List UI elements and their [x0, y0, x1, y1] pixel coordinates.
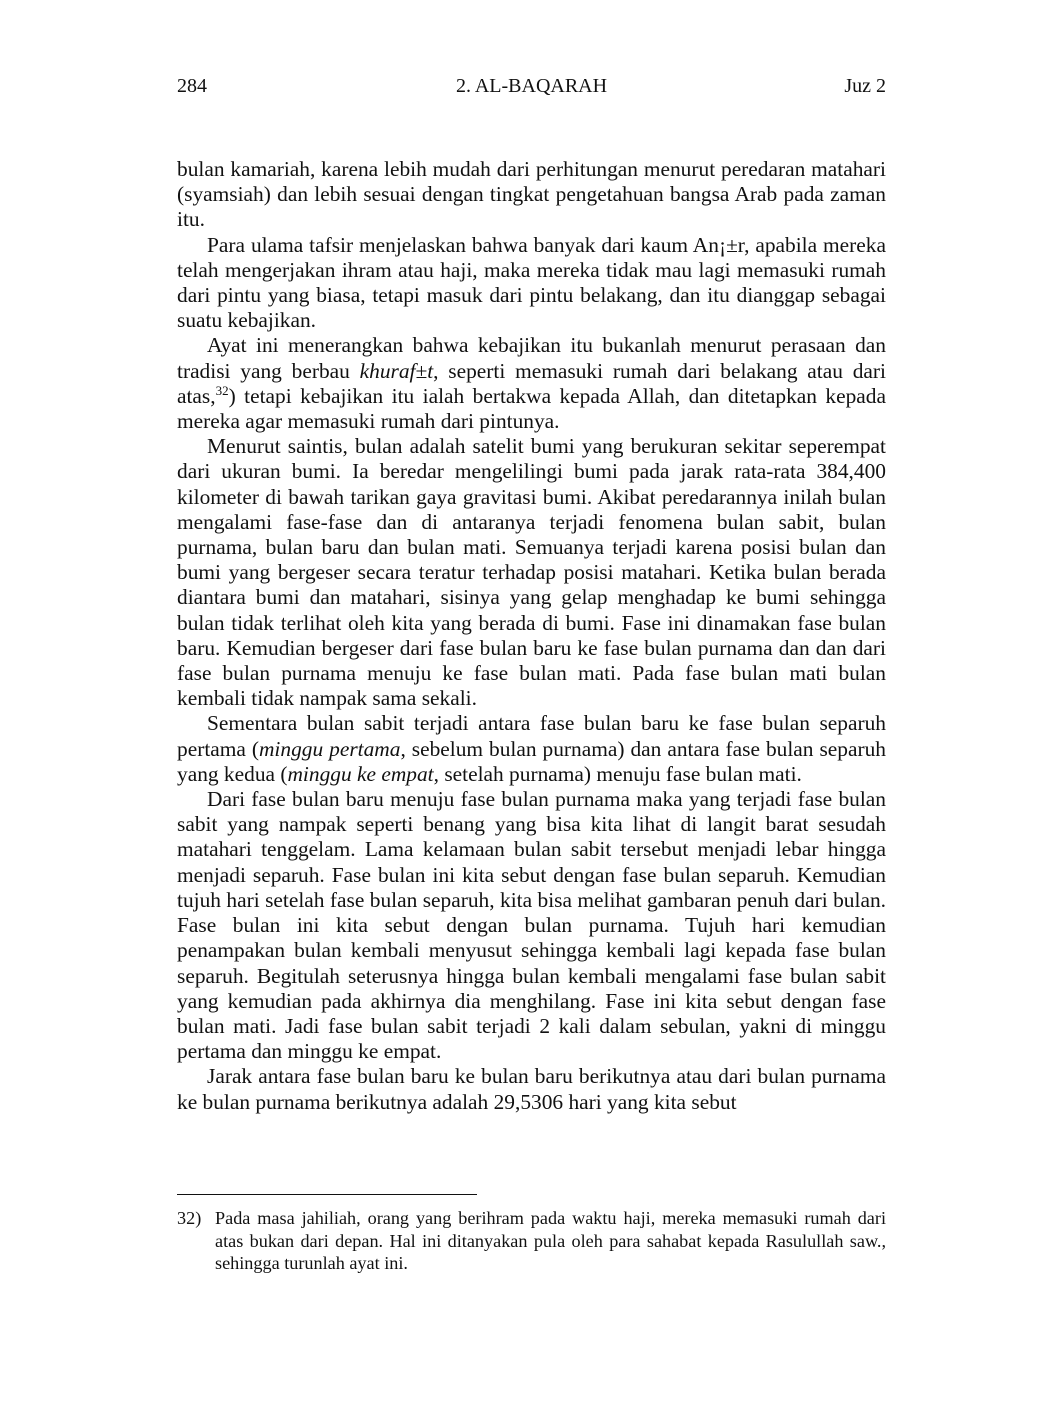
paragraph-4: Menurut saintis, bulan adalah satelit bumi yang berukuran sekitar seperempat dari ukuran bumi. Ia beredar mengelilingi bumi pada jarak rata-rata 384,400 kilometer di bawah tarikan gaya gravitasi bumi. Akibat peredarannya inilah bulan mengalami fase-fase dan di antaranya terjadi fenomena bulan sabit, bulan purnama, bulan baru dan bulan mati. Semuanya terjadi karena posisi bulan dan bumi yang bergeser secara teratur terhadap posisi matahari. Ketika bulan berada diantara bumi dan matahari, sisinya yang gelap menghadap ke bumi sehingga bulan tidak terlihat oleh kita yang berada di bumi. Fase ini dinamakan fase bulan baru. Kemudian bergeser dari fase bulan baru ke fase bulan purnama dan dan dari fase bulan purnama menuju ke fase bulan mati. Pada fase bulan mati bulan kembali tidak nampak sama sekali. — [177, 434, 886, 711]
juz-label: Juz 2 — [844, 75, 886, 97]
paragraph-5-text-b: , sebelum bulan purnama) dan antara fase bulan separuh yang kedua ( — [177, 736, 886, 786]
paragraph-3-italic-term: khuraf±t — [359, 358, 434, 383]
paragraph-7: Jarak antara fase bulan baru ke bulan baru berikutnya atau dari bulan purnama ke bulan purnama berikutnya adalah 29,5306 hari yang kita sebut — [177, 1064, 886, 1114]
running-title: 2. AL-BAQARAH — [455, 75, 608, 97]
paragraph-6: Dari fase bulan baru menuju fase bulan purnama maka yang terjadi fase bulan sabit yang nampak seperti benang yang bisa kita lihat di langit barat sesudah matahari tenggelam. Lama kelamaan bulan sabit tersebut menjadi lebar hingga menjadi separuh. Fase bulan ini kita sebut dengan fase bulan separuh. Kemudian tujuh hari setelah fase bulan separuh, kita bisa melihat gambaran penuh dari bulan. Fase bulan ini kita sebut dengan bulan purnama. Tujuh hari kemudian penampakan bulan kembali menyusut sehingga kembali lagi kepada fase bulan separuh. Begitulah seterusnya hingga bulan kembali mengalami fase bulan sabit yang kemudian pada akhirnya dia menghilang. Fase ini kita sebut dengan fase bulan mati. Jadi fase bulan sabit terjadi 2 kali dalam sebulan, yakni di minggu pertama dan minggu ke empat. — [177, 787, 886, 1064]
page-number: 284 — [177, 75, 207, 97]
paragraph-3 — [177, 333, 886, 434]
page-header — [177, 72, 886, 100]
paragraph-3-text-a: Ayat ini menerangkan bahwa kebajikan itu bukanlah menurut perasaan dan tradisi yang berbau — [177, 333, 886, 383]
paragraph-3-text-c: ) tetapi kebajikan itu ialah bertakwa kepada Allah, dan ditetapkan kepada mereka agar memasuki rumah dari pintunya. — [177, 383, 886, 434]
paragraph-5 — [177, 711, 886, 787]
footnote — [177, 1207, 886, 1275]
paragraph-3-text-b: , seperti memasuki rumah dari belakang atau dari atas, — [177, 358, 886, 408]
paragraph-5-italic-1: minggu pertama — [258, 736, 401, 761]
footnote-text: Pada masa jahiliah, orang yang berihram pada waktu haji, mereka memasuki rumah dari atas bukan dari depan. Hal ini ditanyakan pula oleh para sahabat kepada Rasulullah saw., sehingga turunlah ayat ini. — [215, 1208, 886, 1273]
footnote-separator — [177, 1194, 477, 1195]
main-text — [177, 157, 886, 1115]
paragraph-5-text-c: , setelah purnama) menuju fase bulan mati. — [433, 761, 802, 786]
footnote-reference[interactable]: 32 — [215, 382, 229, 398]
footnote-number: 32) — [177, 1208, 202, 1228]
paragraph-1: bulan kamariah, karena lebih mudah dari perhitungan menurut peredaran matahari (syamsiah) dan lebih sesuai dengan tingkat pengetahuan bangsa Arab pada zaman itu. — [177, 157, 886, 232]
paragraph-2: Para ulama tafsir menjelaskan bahwa banyak dari kaum An¡±r, apabila mereka telah mengerjakan ihram atau haji, maka mereka tidak mau lagi memasuki rumah dari pintu yang biasa, tetapi masuk dari pintu belakang, dan itu dianggap sebagai suatu kebajikan. — [177, 232, 886, 333]
paragraph-5-text-a: Sementara bulan sabit terjadi antara fase bulan baru ke fase bulan separuh pertama ( — [177, 711, 886, 761]
paragraph-5-italic-2: minggu ke empat — [287, 761, 434, 786]
